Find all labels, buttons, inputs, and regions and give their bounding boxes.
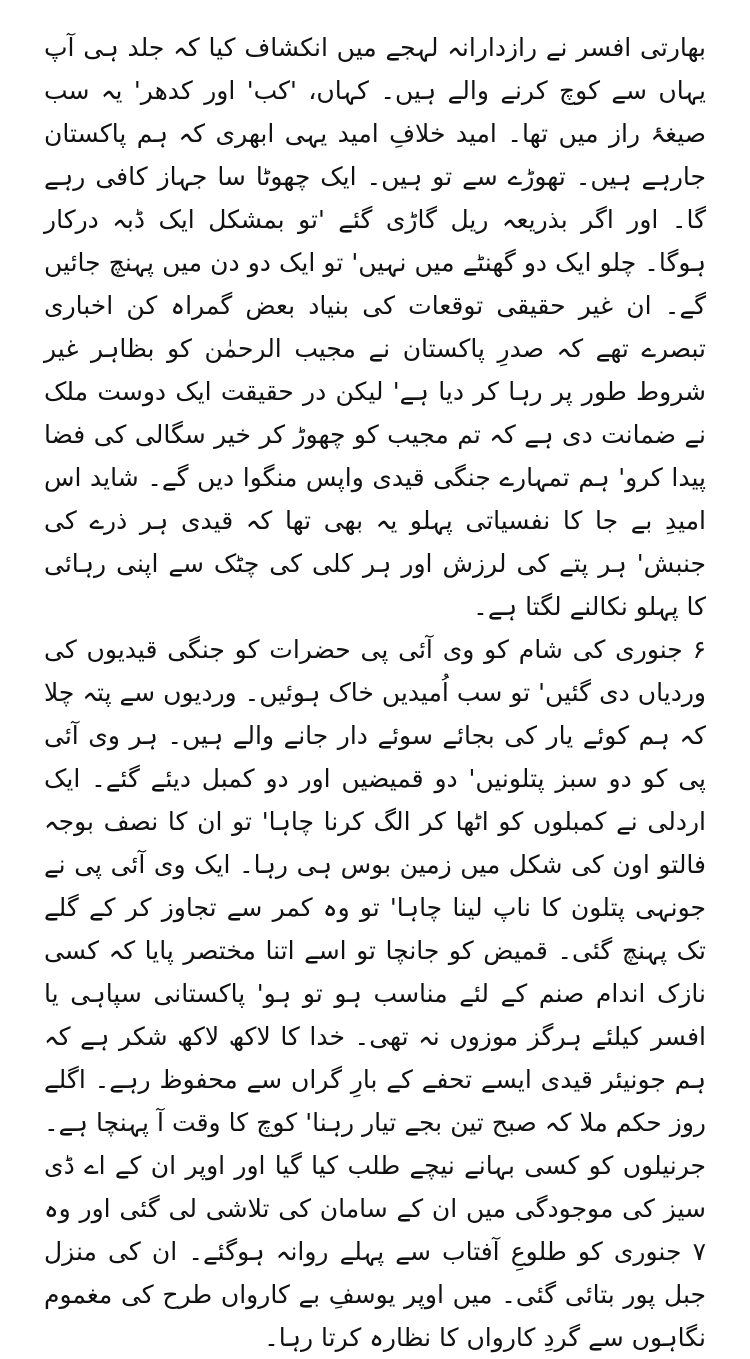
- paragraph-2: ۶ جنوری کی شام کو وی آئی پی حضرات کو جنگی قیدیوں کی وردیاں دی گئیں' تو سب اُمیدیں خاک ہوئیں۔ وردیوں سے پتہ چلا کہ ہم کوئے یار کی بجائے سوئے دار جانے والے ہیں۔ ہر وی آئی پی کو دو سبز پتلونیں' دو قمیضیں اور دو کمبل دیئے گئے۔ ایک اردلی نے کمبلوں کو اٹھا کر الگ کرنا چاہا' تو ان کا نصف بوجہ فالتو اون کی شکل میں زمین بوس ہی رہا۔ ایک وی آئی پی نے جونہی پتلون کا ناپ لینا چاہا' تو وہ کمر سے تجاوز کر کے گلے تک پہنچ گئی۔ قمیض کو جانچا تو اسے اتنا مختصر پایا کہ کسی نازک اندام صنم کے لئے مناسب ہو تو ہو' پاکستانی سپاہی یا افسر کیلئے ہرگز موزوں نہ تھی۔ خدا کا لاکھ لاکھ شکر ہے کہ ہم جونیئر قیدی ایسے تحفے کے بارِ گراں سے محفوظ رہے۔ اگلے روز حکم ملا کہ صبح تین بجے تیار رہنا' کوچ کا وقت آ پہنچا ہے۔ جرنیلوں کو کسی بہانے نیچے طلب کیا گیا اور اوپر ان کے اے ڈی سیز کی موجودگی میں ان کے سامان کی تلاشی لی گئی اور وہ ۷ جنوری کو طلوعِ آفتاب سے پہلے روانہ ہوگئے۔ ان کی منزل جبل پور بتائی گئی۔ میں اوپر یوسفِ بے کارواں طرح کی مغموم نگاہوں سے گردِ کارواں کا نظارہ کرتا رہا۔: [44, 635, 706, 1352]
- body-text: [44, 26, 706, 1352]
- paragraph-1: بھارتی افسر نے رازدارانہ لہجے میں انکشاف کیا کہ جلد ہی آپ یہاں سے کوچ کرنے والے ہیں۔ کہاں، 'کب' اور کدھر' یہ سب صیغۂ راز میں تھا۔ امید خلافِ امید یہی ابھری کہ ہم پاکستان جارہے ہیں۔ تھوڑے سے تو ہیں۔ ایک چھوٹا سا جہاز کافی رہے گا۔ اور اگر بذریعہ ریل گاڑی گئے 'تو بمشکل ایک ڈبہ درکار ہوگا۔ چلو ایک دو گھنٹے میں نہیں' تو ایک دو دن میں پہنچ جائیں گے۔ ان غیر حقیقی توقعات کی بنیاد بعض گمراہ کن اخباری تبصرے تھے کہ صدرِ پاکستان نے مجیب الرحمٰن کو بظاہر غیر شروط طور پر رہا کر دیا ہے' لیکن در حقیقت ایک دوست ملک نے ضمانت دی ہے کہ تم مجیب کو چھوڑ کر خیر سگالی کی فضا پیدا کرو' ہم تمہارے جنگی قیدی واپس منگوا دیں گے۔ شاید اس امیدِ بے جا کا نفسیاتی پہلو یہ بھی تھا کہ قیدی ہر ذرے کی جنبش' ہر پتے کی لرزش اور ہر کلی کی چٹک سے اپنی رہائی کا پہلو نکالنے لگتا ہے۔: [44, 33, 706, 621]
